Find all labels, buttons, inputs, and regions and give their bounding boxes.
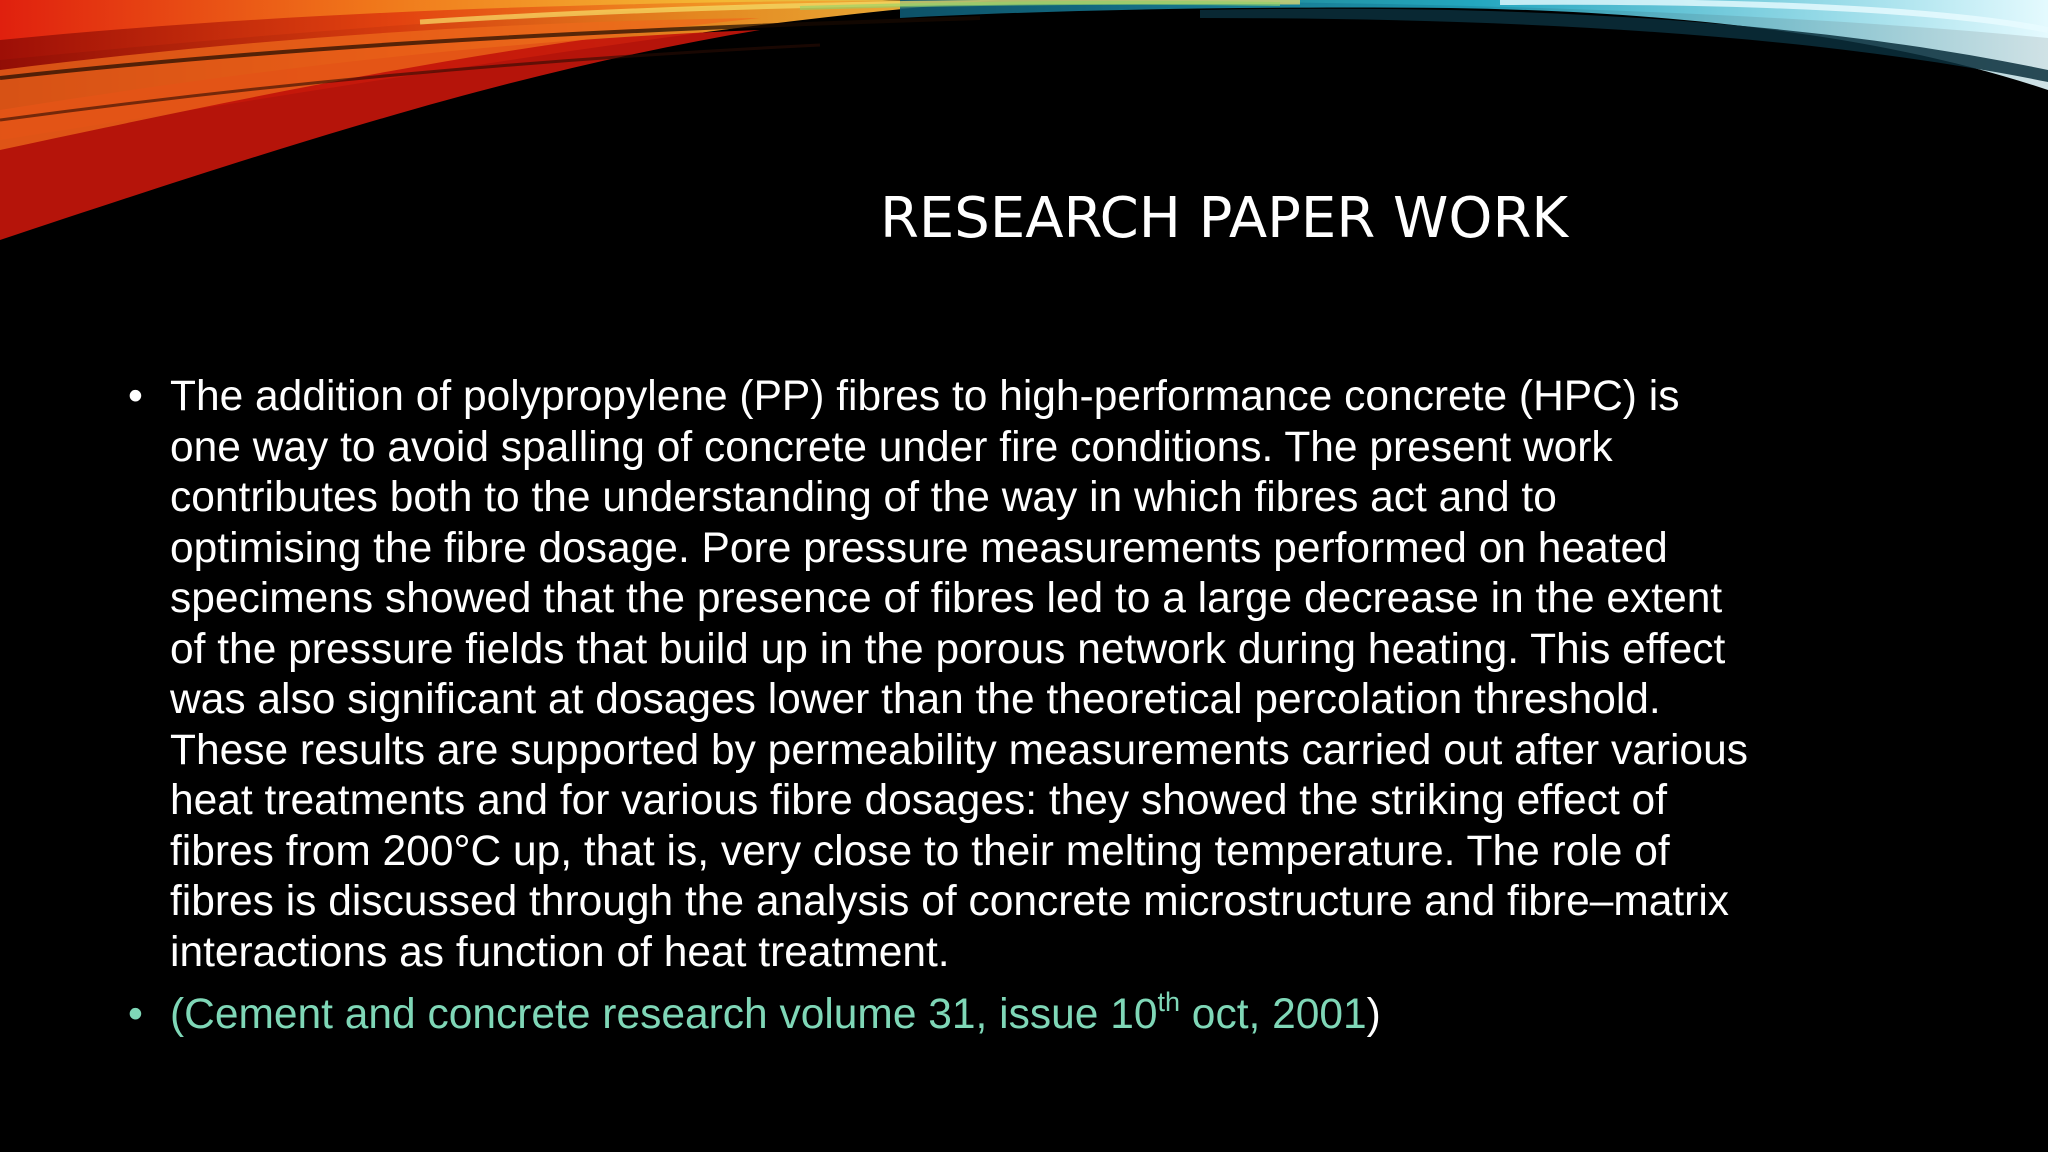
bullet-icon: • bbox=[128, 991, 143, 1038]
abstract-line: These results are supported by permeability measurements carried out after various bbox=[170, 726, 1748, 774]
abstract-line: fibres from 200°C up, that is, very close to their melting temperature. The role of bbox=[170, 827, 1670, 875]
citation-superscript: th bbox=[1157, 987, 1180, 1017]
abstract-line: specimens showed that the presence of fibres led to a large decrease in the extent bbox=[170, 575, 1723, 622]
citation-text-after: oct, 2001 bbox=[1180, 991, 1367, 1038]
abstract-line: one way to avoid spalling of concrete under fire conditions. The present work bbox=[170, 423, 1613, 471]
citation-bullet bbox=[128, 987, 1928, 1041]
citation-text-before: Cement and concrete research volume 31, issue 10 bbox=[184, 991, 1158, 1038]
citation-close-paren: ) bbox=[1366, 991, 1381, 1038]
abstract-line: was also significant at dosages lower than the theoretical percolation threshold. bbox=[170, 676, 1661, 723]
abstract-line: interactions as function of heat treatment. bbox=[170, 928, 950, 976]
abstract-line: optimising the fibre dosage. Pore pressure measurements performed on heated bbox=[170, 524, 1668, 572]
abstract-line: contributes both to the understanding of the way in which fibres act and to bbox=[170, 474, 1557, 521]
citation bbox=[170, 987, 1381, 1038]
abstract-bullet bbox=[128, 372, 1928, 978]
abstract-line: The addition of polypropylene (PP) fibres to high-performance concrete (HPC) is bbox=[170, 373, 1680, 420]
bullet-icon: • bbox=[128, 373, 143, 420]
bullet-list bbox=[128, 372, 1928, 1041]
slide-title: RESEARCH PAPER WORK bbox=[880, 186, 1569, 251]
abstract-line: heat treatments and for various fibre dosages: they showed the striking effect of bbox=[170, 777, 1668, 824]
abstract-line: of the pressure fields that build up in the porous network during heating. This effect bbox=[170, 625, 1726, 673]
citation-open-paren: ( bbox=[170, 991, 185, 1038]
abstract-line: fibres is discussed through the analysis of concrete microstructure and fibre–matrix bbox=[170, 878, 1730, 925]
